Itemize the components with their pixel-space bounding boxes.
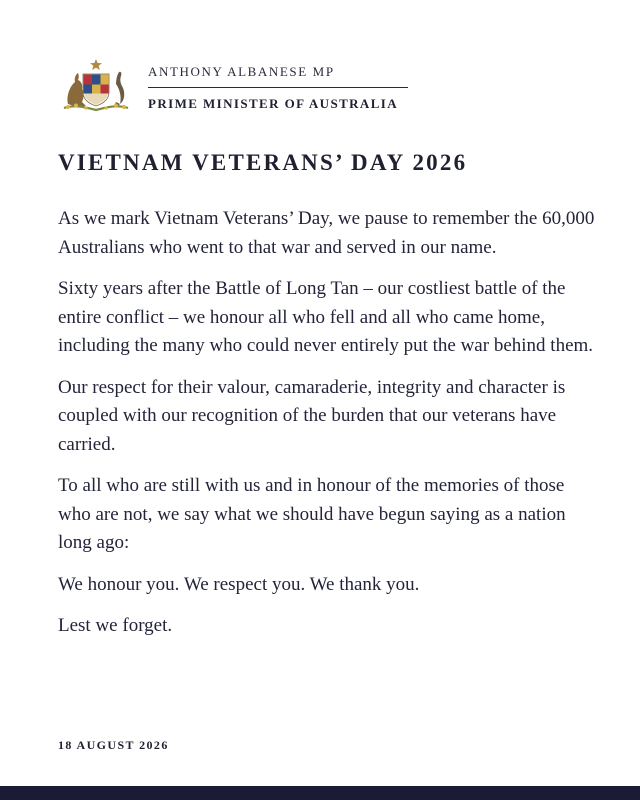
office-title: PRIME MINISTER OF AUSTRALIA: [148, 96, 399, 111]
paragraph: To all who are still with us and in honour of the memories of those who are not, we say what we should have begun saying as a nation long ago:: [58, 475, 566, 553]
statement-body: [58, 205, 598, 654]
statement-title: VIETNAM VETERANS’ DAY 2026: [58, 150, 468, 175]
paragraph: We honour you. We respect you. We thank you.: [58, 573, 420, 595]
statement-date: 18 AUGUST 2026: [58, 738, 169, 752]
letterhead: [58, 56, 418, 112]
footer-bar: [0, 786, 640, 800]
paragraph: Lest we forget.: [58, 615, 173, 636]
paragraph: Our respect for their valour, camaraderie, integrity and character is coupled with our recognition of the burden that our veterans have carried.: [58, 376, 566, 455]
paragraph: As we mark Vietnam Veterans’ Day, we pause to remember the 60,000 Australians who went to that war and served in our name.: [58, 208, 595, 258]
australian-coat-of-arms-icon: [58, 58, 134, 112]
letterhead-text: [148, 56, 408, 112]
paragraph: Sixty years after the Battle of Long Tan – our costliest battle of the entire conflict – we honour all who fell and all who came home, including the many who could never entirely put the war behind them.: [58, 278, 594, 356]
member-name: ANTHONY ALBANESE MP: [148, 56, 408, 88]
